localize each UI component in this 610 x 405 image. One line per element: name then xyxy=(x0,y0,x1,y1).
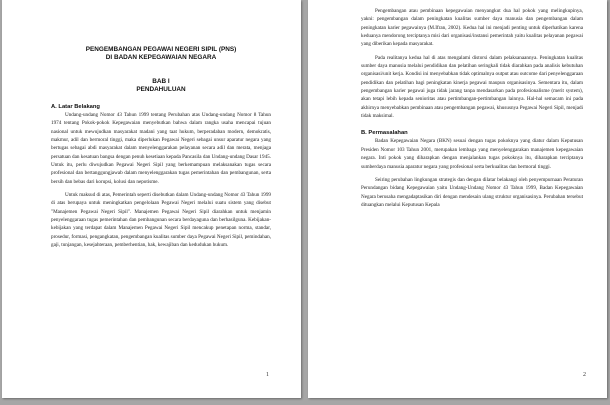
paragraph: Pada realitanya kedua hal di atas mengalami distorsi dalam pelaksanaannya. Peningkatan kualitas sumber daya manusia melalui pendidikan dan pelatihan seringkali tidak diarahkan pada analisis kebutuhan organisasi/unit kerja. Kondisi ini menyebabkan tidak optimalnya output atau outcome dari penyelenggaraan pendidikan dan pelatihan bagi peningkatan kinerja pegawai maupun organisasinya. Sementara itu, dalam pengembangan karier pegawai juga tidak jarang tanpa mendasarkan pada profesionalisme (merit system), akan tetapi lebih kepada senioritas atau pertimbangan-pertimbangan lainnya. Hal-hal semacam ini pada akhirnya menyebabkan pembinaan atau pengembangan pegawai, khususnya Pegawai Negeri Sipil, menjadi tidak maksimal. xyxy=(361,54,583,120)
chapter-number: BAB I xyxy=(152,78,170,85)
chapter-title: PENDAHULUAN xyxy=(136,86,186,93)
paragraph: Pengembangan atau pembinaan kepegawaian menyangkut dua hal pokok yang melingkupinya, yakni: pengembangan dalam peningkatan kualitas sumber daya manusia dan pengembangan dalam peningkatan karier pegawainya (M.Ifran, 2002). Kedua hal ini menjadi penting untuk diperhatikan karena keduanya mendorong terciptanya misi dari organisasi/instansi pemerintah yaitu kualitas pelayanan pegawai yang diberikan kepada masyarakat. xyxy=(361,8,583,48)
document-page-2 xyxy=(308,0,607,398)
page-number: 1 xyxy=(266,372,269,378)
paragraph: Badan Kepegawaian Negara (BKN) sesuai dengan tugas pokoknya yang diatur dalam Keputusan Presiden Nomor 103 Tahun 2001, merupakan lembaga yang menyelenggarakan manajemen kepegawaian negara. Inti pokok yang diharapkan dengan menjalankan tugas pokoknya itu, diharapkan terciptanya sumberdaya manusia aparatur negara yang profesional serta berkualitas dan bermoral tinggi. xyxy=(361,138,583,170)
title-line-2: DI BADAN KEPEGAWAIAN NEGARA xyxy=(105,54,217,61)
paragraph: Untuk maksud di atas, Pemerintah seperti disebutkan dalam Undang-undang Nomor 43 Tahun 1999 di atas berupaya untuk meningkatkan pengelolaan Pegawai Negeri melalui suatu sistem yang disebut "Manajemen Pegawai Negeri Sipil". Manajemen Pegawai Negeri Sipil diarahkan untuk menjamin penyelenggaraan tugas pemerintahan dan pembangunan secara berdayaguna dan berhasilguna. Kebijakan-kebijakan yang terdapat dalam Manajemen Pegawai Negeri Sipil mencakup penetapan norma, standar, prosedur, formasi, pengangkatan, pengembangan kualitas sumber daya Pegawai Negeri Sipil, pemindahan, gaji, tunjangan, kesejahteraan, pemberhentian, hak, kewajiban dan kedudukan hukum. xyxy=(51,192,271,249)
document-title xyxy=(51,46,271,62)
page-2-content xyxy=(361,7,583,209)
section-heading-permasalahan: B. Permasalahan xyxy=(361,130,408,137)
chapter-heading xyxy=(51,78,271,94)
document-page-1 xyxy=(2,0,301,398)
paragraph: Undang-undang Nomor 43 Tahun 1999 tentang Perubahan atas Undang-undang Nomor 8 Tahun 1974 tentang Pokok-pokok Kepegawaian menyebutkan bahwa dalam rangka usaha mencapai tujuan nasional untuk mewujudkan masyarakat madani yang taat hukum, berperadaban modern, demokratis, makmur, adil dan bermoral tinggi, maka diperlukan Pegawai Negeri sebagai unsur aparatur negara yang bertugas sebagai abdi masyarakat dalam menyelenggarakan pelayanan secara adil dan merata, menjaga persatuan dan kesatuan bangsa dengan penuh kesetiaan kepada Pancasila dan Undang-undang Dasar 1945. Untuk itu, perlu diwujudkan Pegawai Negeri Sipil yang berkemampuan melaksanakan tugas secara profesional dan bertanggungjawab dalam menyelenggarakan tugas pemerintahan dan pembangunan, serta bersih dan bebas dari korupsi, kolusi dan nepotisme. xyxy=(51,112,271,185)
page-1-content xyxy=(51,46,271,250)
page-number: 2 xyxy=(583,372,586,378)
section-heading-latar-belakang: A. Latar Belakang xyxy=(51,104,100,110)
paragraph: Seiring perubahan lingkungan strategis dan dengan dilatar belakangi oleh penyempurnaan Peraturan Perundangan bidang Kepegawaian yaitu Undang-Undang Nomor 43 Tahun 1999, Badan Kepegawaian Negara berusaha mengadaptasikan diri dengan mendesain ulang struktur organisasinya. Perubahan tersebut dituangkan melalui Keputusan Kepala xyxy=(361,176,583,208)
title-line-1: PENGEMBANGAN PEGAWAI NEGERI SIPIL (PNS) xyxy=(85,46,237,53)
